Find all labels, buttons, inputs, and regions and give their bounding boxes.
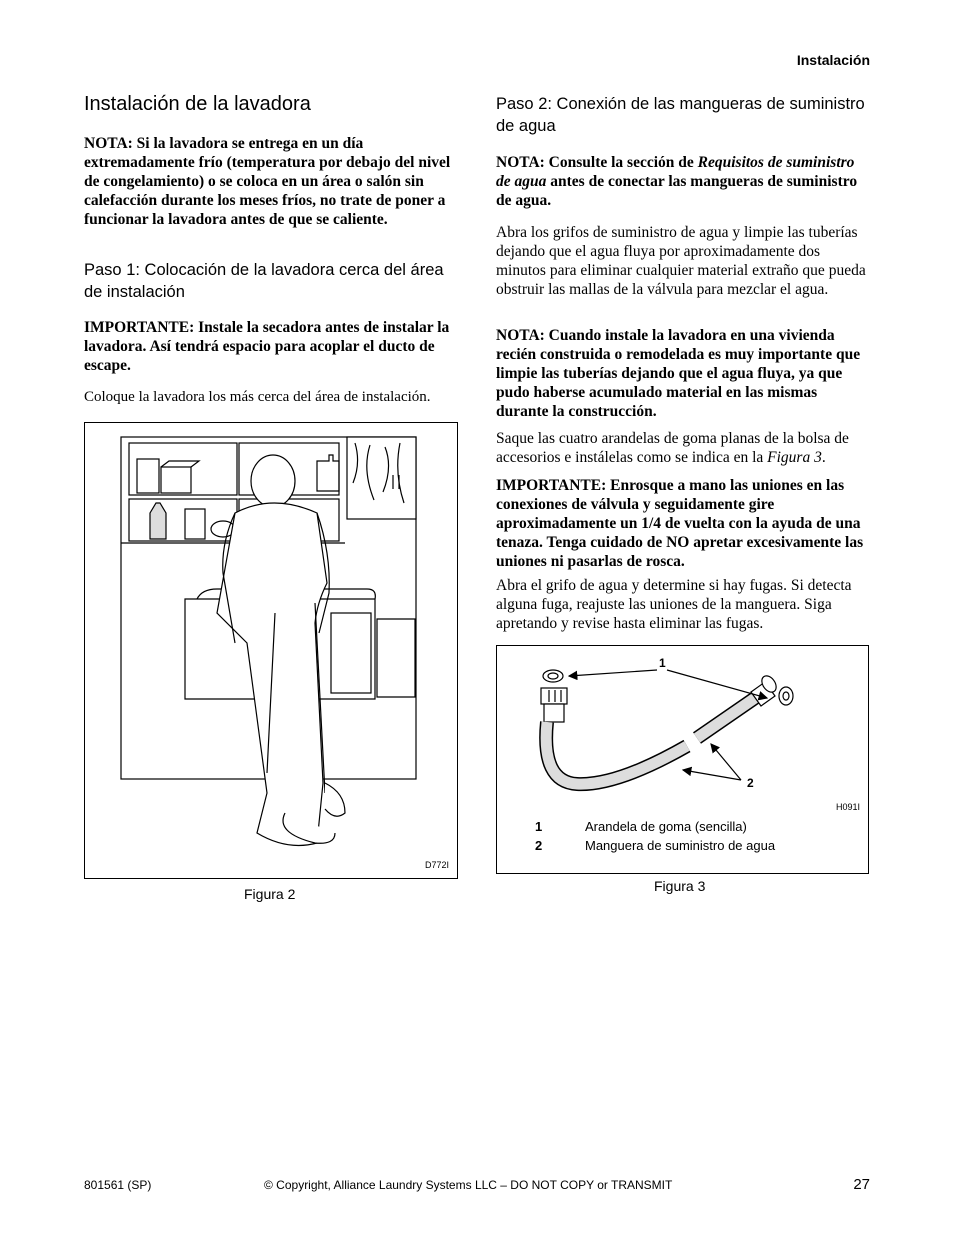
coloque-paragraph: Coloque la lavadora los más cerca del área de instalación. (84, 389, 431, 405)
saque-pre: Saque las cuatro arandelas de goma planas de la bolsa de accesorios e instálelas como se indica en la (496, 430, 849, 466)
section-title: Instalación de la lavadora (84, 93, 311, 115)
nota-paragraph: NOTA: Si la lavadora se entrega en un día extremadamente frío (temperatura por debajo del nivel de congelamiento) o se coloca en un área o salón sin calefacción durante los meses fríos, no trate de poner a funcionar la lavadora antes de que se caliente. (84, 135, 451, 228)
importante-paragraph: IMPORTANTE: Instale la secadora antes de instalar la lavadora. Así tendrá espacio para acoplar el ducto de escape. (84, 319, 450, 374)
figure-2-caption: Figura 2 (244, 886, 296, 902)
nota-water-supply-paragraph (496, 153, 870, 210)
section-header: Instalación (796, 52, 870, 68)
washer-installation-illustration (85, 423, 457, 878)
legend-row-1 (535, 819, 747, 834)
nota-water-supply-link: Requisitos de suministro de agua (496, 154, 855, 190)
saque-post: . (821, 449, 826, 466)
page-number: 27 (853, 1176, 870, 1193)
legend-label-1: Arandela de goma (sencilla) (585, 819, 747, 834)
copyright-notice: © Copyright, Alliance Laundry Systems LLC – DO NOT COPY or TRANSMIT (264, 1178, 673, 1192)
callout-2-label: 2 (747, 776, 754, 790)
abra-fugas-paragraph: Abra el grifo de agua y determine si hay fugas. Si detecta alguna fuga, reajuste las uniones de la manguera. Siga apretando y revise hasta eliminar las fugas. (496, 577, 852, 632)
nota-water-supply-pre: NOTA: Consulte la sección de (496, 154, 698, 171)
figure-2-frame (84, 422, 458, 879)
figure-3-frame (496, 645, 869, 874)
doc-number: 801561 (SP) (84, 1178, 152, 1192)
saque-arandelas-paragraph (496, 429, 870, 467)
saque-figure-ref: Figura 3 (767, 449, 822, 466)
abra-grifos-paragraph: Abra los grifos de suministro de agua y limpie las tuberías dejando que el agua fluya por aproximadamente dos minutos para eliminar cualquier material extraño que pueda obstruir las mallas de la válvula para mezclar el agua. (496, 224, 866, 298)
step2-heading: Paso 2: Conexión de las mangueras de suministro de agua (496, 95, 865, 135)
figure-3-code: H091I (835, 802, 860, 812)
legend-num-1: 1 (535, 819, 543, 834)
figure-2-code: D772I (424, 860, 449, 870)
legend-num-2: 2 (535, 838, 543, 853)
callout-1-label: 1 (659, 656, 666, 670)
nota-water-supply-post: antes de conectar las mangueras de suministro de agua. (496, 173, 858, 209)
importante-uniones-paragraph: IMPORTANTE: Enrosque a mano las uniones en las conexiones de válvula y seguidamente gire aproximadamente un 1/4 de vuelta con la ayuda de una tenaza. Tenga cuidado de NO apretar excesivamente las uniones ni pasarlas de rosca. (496, 477, 864, 570)
step1-heading: Paso 1: Colocación de la lavadora cerca del área de instalación (84, 261, 444, 301)
nota-new-home-paragraph: NOTA: Cuando instale la lavadora en una vivienda recién construida o remodelada es muy importante que limpie las tuberías dejando que el agua fluya, ya que pudo haberse acumulado material en las mismas durante la construcción. (496, 327, 861, 420)
legend-row-2 (535, 838, 775, 853)
figure-3-caption: Figura 3 (654, 878, 706, 894)
legend-label-2: Manguera de suministro de agua (585, 838, 776, 853)
